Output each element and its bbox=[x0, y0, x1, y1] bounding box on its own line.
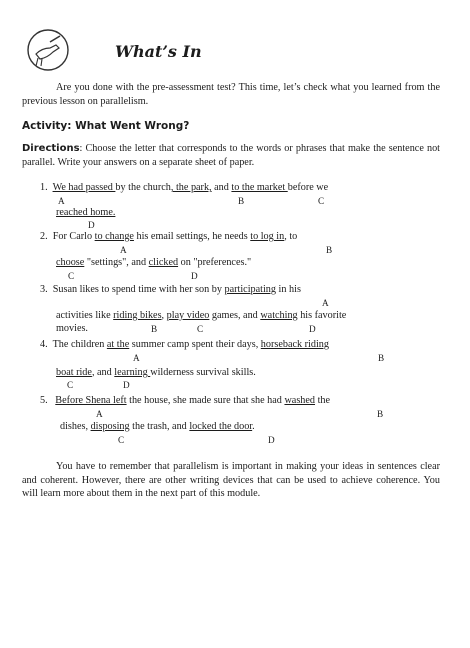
list-item: 2. For Carlo to change his email settings, he needs to log in, to bbox=[40, 231, 298, 242]
letter-c: C bbox=[67, 380, 74, 390]
letter-d: D bbox=[191, 271, 198, 281]
activity-title: Activity: What Went Wrong? bbox=[22, 120, 190, 132]
option-c: to the market bbox=[231, 182, 288, 193]
list-item-cont: activities like riding bikes, play video games, and watching his favorite bbox=[56, 310, 347, 321]
option-c: play video bbox=[166, 310, 210, 321]
option-a: at the bbox=[106, 339, 130, 350]
closing-paragraph: You have to remember that parallelism is important in making your ideas in sentences clear and coherent. However, there are other writing devices that can be used to achieve coherence. You will learn more about them in the next part of this module. bbox=[22, 461, 440, 499]
option-a: We had passed bbox=[52, 182, 116, 193]
letter-c: C bbox=[118, 435, 125, 445]
list-item-cont: movies. bbox=[56, 323, 88, 334]
option-d: locked the door bbox=[189, 421, 253, 432]
directions bbox=[22, 142, 440, 169]
letter-a: A bbox=[133, 353, 140, 363]
letter-d: D bbox=[123, 380, 130, 390]
list-item-cont: choose "settings", and clicked on "preferences." bbox=[56, 257, 252, 268]
option-b: riding bikes bbox=[113, 310, 162, 321]
letter-b: B bbox=[238, 196, 245, 206]
option-d: reached home. bbox=[56, 207, 116, 218]
intro-paragraph: Are you done with the pre-assessment test? This time, let’s check what you learned from the previous lesson on parallelism. bbox=[22, 82, 440, 107]
list-item-cont: boat ride, and learning wilderness survival skills. bbox=[56, 367, 256, 378]
pencil-hand-icon bbox=[26, 28, 70, 72]
letter-b: B bbox=[151, 324, 158, 334]
letter-b: B bbox=[378, 353, 385, 363]
letter-c: C bbox=[318, 196, 325, 206]
option-b: , the park, bbox=[170, 182, 212, 193]
option-d: clicked bbox=[148, 257, 179, 268]
letter-d: D bbox=[268, 435, 275, 445]
list-item: 5. Before Shena left the house, she made sure that she had washed the bbox=[40, 395, 331, 406]
directions-label: Directions bbox=[22, 143, 80, 154]
list-item: 1. We had passed by the church, the park, and to the market before we bbox=[40, 182, 329, 193]
letter-c: C bbox=[197, 324, 204, 334]
option-b: horseback riding bbox=[260, 339, 329, 350]
option-a: Before Shena left bbox=[55, 395, 127, 406]
letter-d: D bbox=[309, 324, 316, 334]
directions-text: : Choose the letter that corresponds to the words or phrases that make the sentence not parallel. Write your answers on a separate sheet of paper. bbox=[22, 143, 440, 168]
option-c: boat ride bbox=[56, 367, 92, 378]
list-item-cont: dishes, disposing the trash, and locked the door. bbox=[60, 421, 255, 432]
letter-c: C bbox=[68, 271, 75, 281]
letter-a: A bbox=[120, 245, 127, 255]
option-d: watching bbox=[260, 310, 298, 321]
letter-a: A bbox=[322, 298, 329, 308]
option-d: learning bbox=[114, 367, 151, 378]
option-c: disposing bbox=[90, 421, 130, 432]
option-a: participating bbox=[224, 284, 276, 295]
letter-b: B bbox=[377, 409, 384, 419]
letter-a: A bbox=[96, 409, 103, 419]
letter-d: D bbox=[88, 220, 95, 230]
option-a: to change bbox=[94, 231, 134, 242]
option-b: washed bbox=[284, 395, 316, 406]
letter-a: A bbox=[58, 196, 65, 206]
option-c: choose bbox=[56, 257, 85, 268]
letter-b: B bbox=[326, 245, 333, 255]
page-title: What’s In bbox=[115, 42, 202, 61]
option-b: to log in bbox=[250, 231, 285, 242]
list-item: 4. The children at the summer camp spent their days, horseback riding bbox=[40, 339, 329, 350]
list-item: 3. Susan likes to spend time with her son by participating in his bbox=[40, 284, 301, 295]
